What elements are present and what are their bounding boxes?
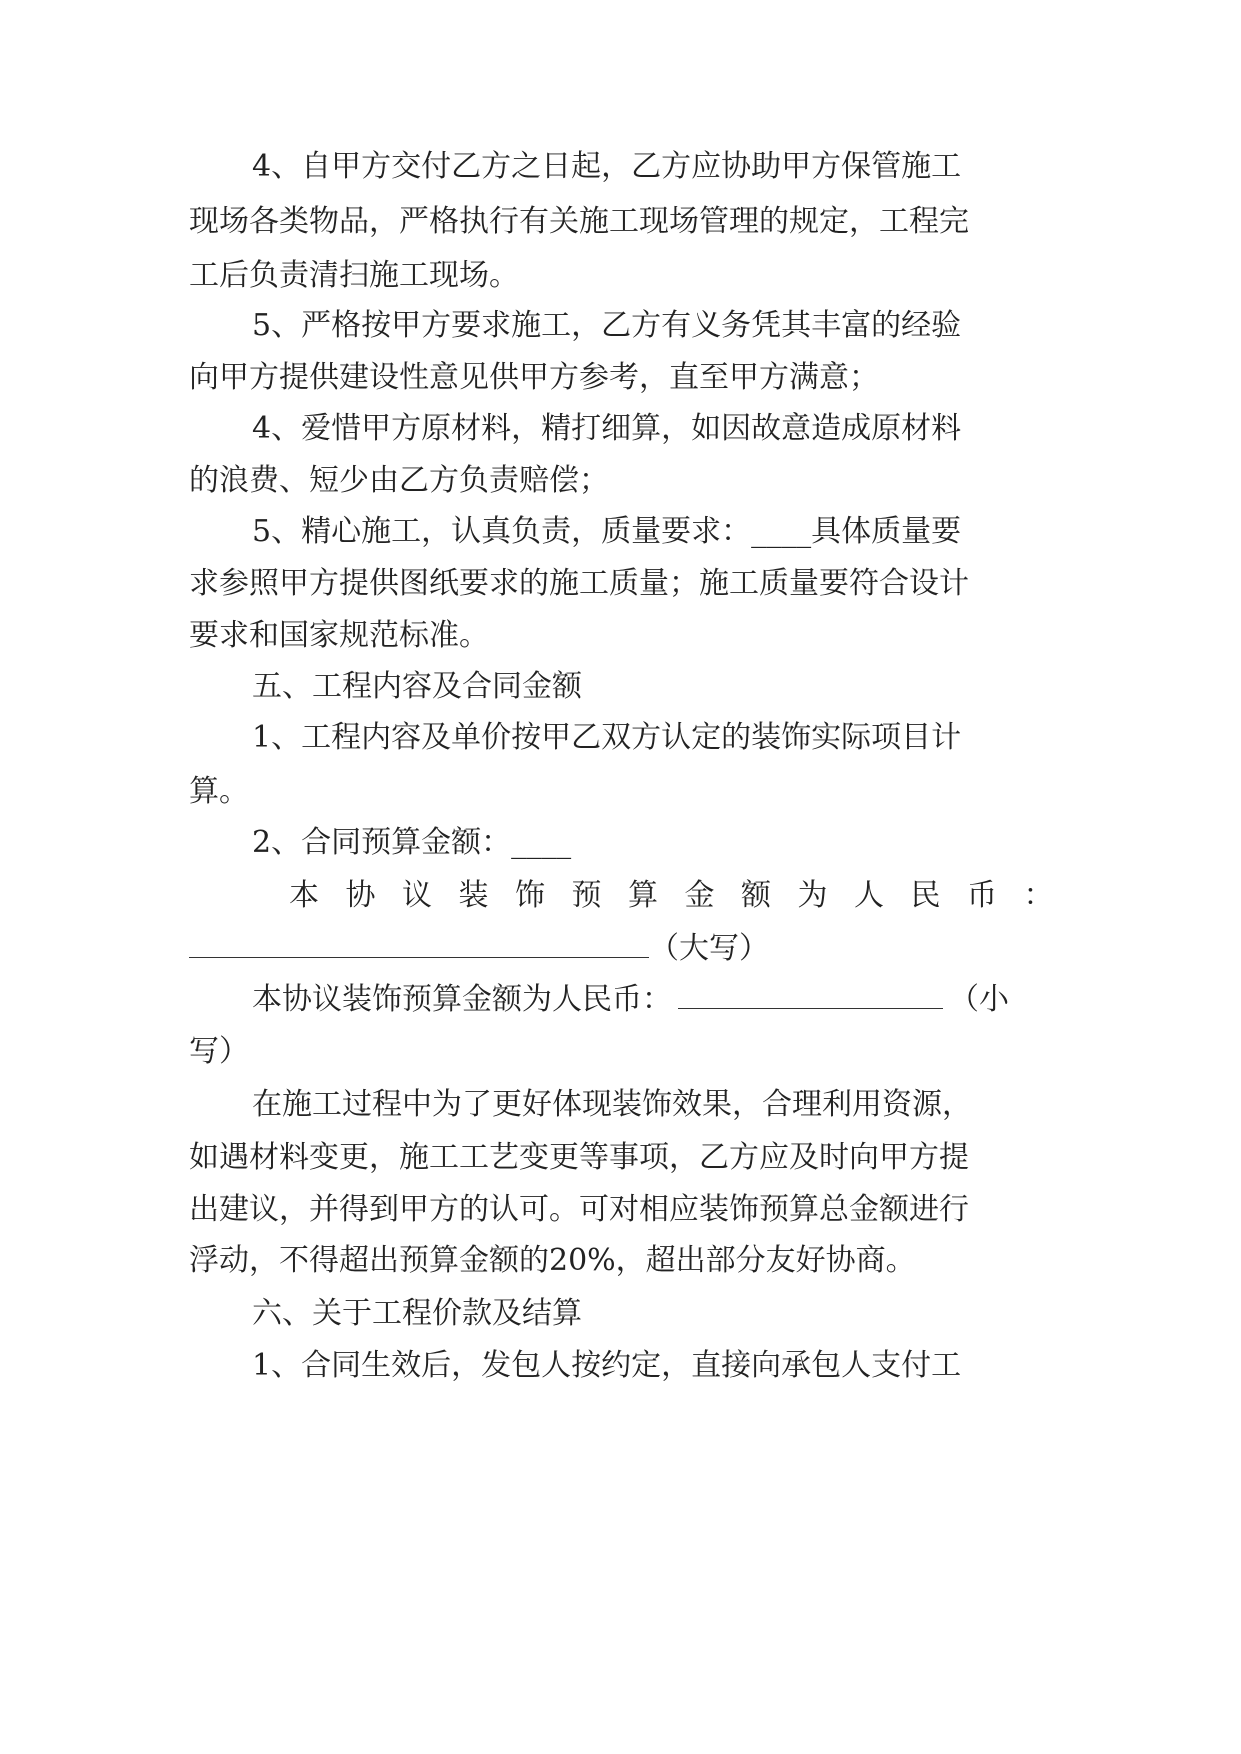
paragraph-line: 要求和国家规范标准。 — [189, 618, 489, 653]
amount-lowercase-row — [252, 980, 1049, 1020]
amount-lowercase-suffix: （小 — [949, 982, 1009, 1017]
amount-uppercase-blank — [189, 929, 649, 958]
paragraph-line: 出建议，并得到甲方的认可。可对相应装饰预算总金额进行 — [189, 1192, 969, 1227]
paragraph-line: 2、合同预算金额：____ — [252, 825, 572, 860]
amount-uppercase-row — [189, 929, 1049, 969]
section-heading: 五、工程内容及合同金额 — [252, 669, 582, 704]
paragraph-line: 1、工程内容及单价按甲乙双方认定的装饰实际项目计 — [252, 720, 962, 755]
paragraph-line: 4、爱惜甲方原材料，精打细算，如因故意造成原材料 — [252, 411, 962, 446]
paragraph-line: 现场各类物品，严格执行有关施工现场管理的规定，工程完 — [189, 204, 969, 239]
paragraph-line: 的浪费、短少由乙方负责赔偿； — [189, 463, 609, 498]
amount-label-line: 本协议装饰预算金额为人民币： — [289, 878, 1080, 913]
paragraph-line: 如遇材料变更，施工工艺变更等事项，乙方应及时向甲方提 — [189, 1140, 969, 1175]
paragraph-line: 1、合同生效后，发包人按约定，直接向承包人支付工 — [252, 1348, 962, 1383]
paragraph-line: 4、自甲方交付乙方之日起，乙方应协助甲方保管施工 — [252, 149, 962, 184]
paragraph-line: 5、精心施工，认真负责，质量要求：____具体质量要 — [252, 514, 962, 549]
amount-lowercase-blank — [678, 980, 943, 1009]
paragraph-line: 求参照甲方提供图纸要求的施工质量；施工质量要符合设计 — [189, 566, 969, 601]
paragraph-line: 工后负责清扫施工现场。 — [189, 258, 519, 293]
paragraph-line: 5、严格按甲方要求施工，乙方有义务凭其丰富的经验 — [252, 308, 962, 343]
paragraph-line: 浮动，不得超出预算金额的20%，超出部分友好协商。 — [189, 1243, 916, 1278]
paragraph-line: 写） — [189, 1034, 249, 1069]
section-heading: 六、关于工程价款及结算 — [252, 1296, 582, 1331]
paragraph-line: 在施工过程中为了更好体现装饰效果，合理利用资源， — [252, 1087, 972, 1122]
amount-uppercase-label: （大写） — [649, 931, 769, 966]
paragraph-line: 算。 — [189, 774, 249, 809]
paragraph-line: 向甲方提供建设性意见供甲方参考，直至甲方满意； — [189, 360, 879, 395]
amount-lowercase-prefix: 本协议装饰预算金额为人民币： — [252, 982, 672, 1017]
